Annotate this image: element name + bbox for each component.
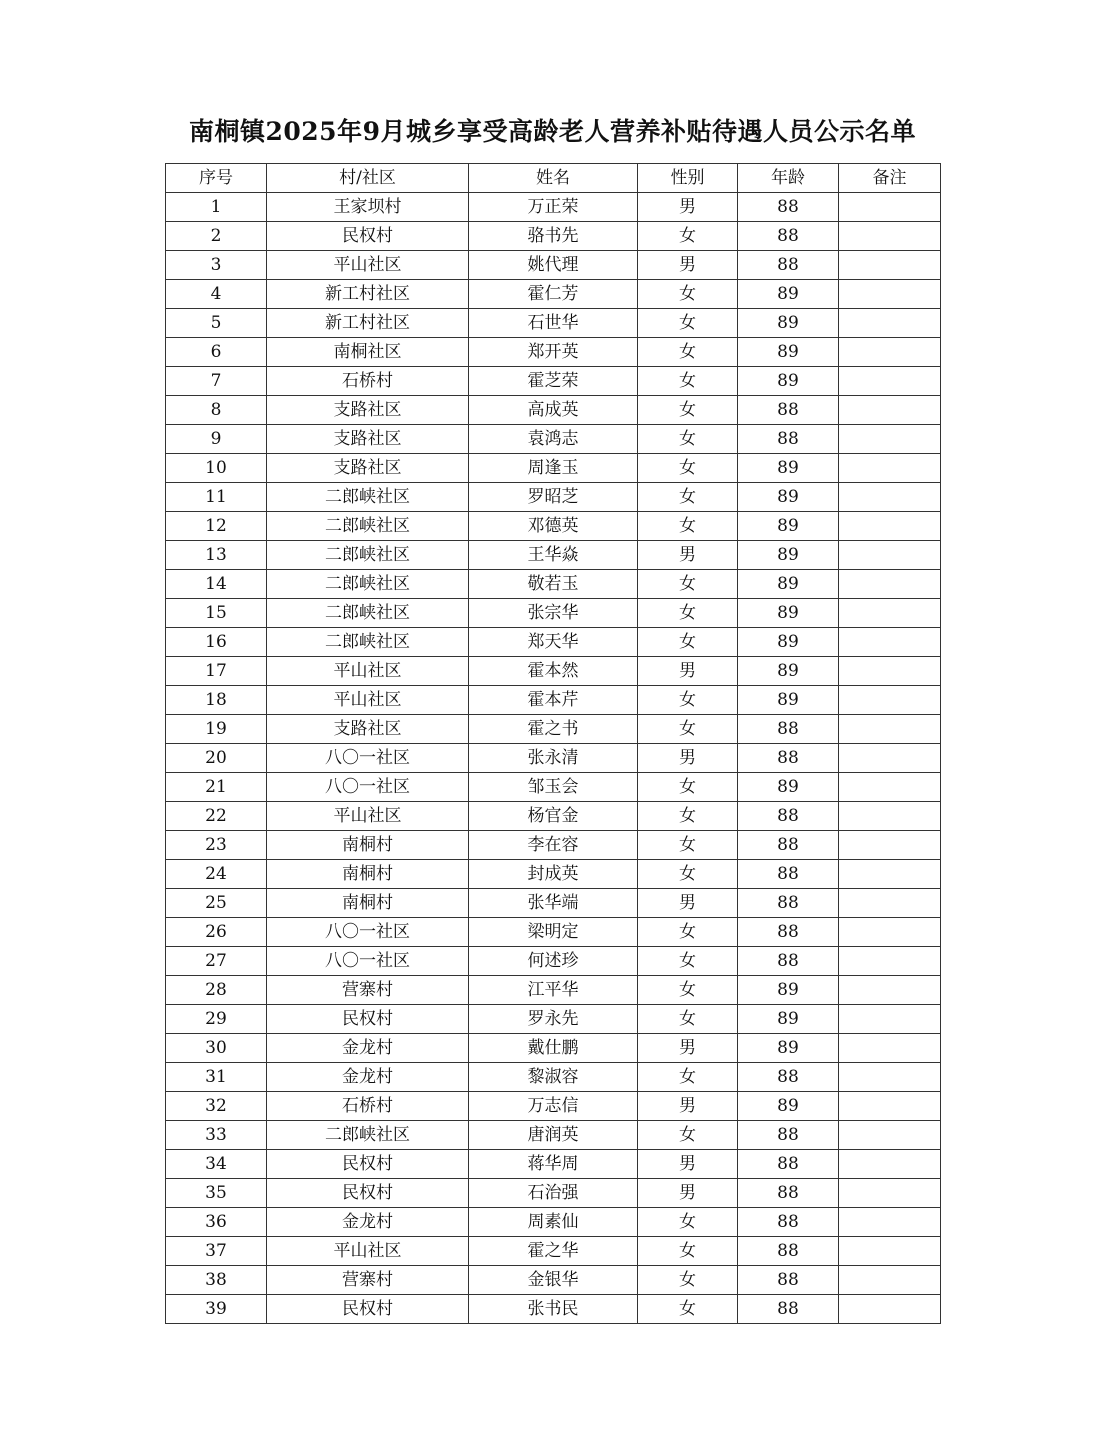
cell-age: 89 [738, 773, 839, 802]
cell-name: 罗昭芝 [469, 483, 638, 512]
cell-village: 支路社区 [267, 454, 469, 483]
cell-gender: 女 [638, 831, 738, 860]
cell-seq: 22 [166, 802, 267, 831]
table-row [166, 367, 941, 396]
cell-gender: 女 [638, 1005, 738, 1034]
cell-age: 89 [738, 686, 839, 715]
cell-age: 88 [738, 251, 839, 280]
table-row [166, 309, 941, 338]
cell-age: 88 [738, 715, 839, 744]
cell-seq: 29 [166, 1005, 267, 1034]
cell-age: 88 [738, 425, 839, 454]
cell-remark [839, 1063, 941, 1092]
cell-remark [839, 1121, 941, 1150]
cell-seq: 34 [166, 1150, 267, 1179]
cell-gender: 女 [638, 918, 738, 947]
cell-age: 89 [738, 657, 839, 686]
table-row [166, 338, 941, 367]
cell-remark [839, 599, 941, 628]
cell-remark [839, 918, 941, 947]
header-name: 姓名 [469, 164, 638, 193]
table-row [166, 1295, 941, 1324]
cell-age: 88 [738, 831, 839, 860]
cell-seq: 13 [166, 541, 267, 570]
cell-gender: 女 [638, 976, 738, 1005]
cell-seq: 16 [166, 628, 267, 657]
table-row [166, 1092, 941, 1121]
cell-seq: 37 [166, 1237, 267, 1266]
cell-gender: 女 [638, 802, 738, 831]
header-age: 年龄 [738, 164, 839, 193]
cell-village: 石桥村 [267, 367, 469, 396]
cell-village: 营寨村 [267, 976, 469, 1005]
table-row [166, 831, 941, 860]
cell-village: 平山社区 [267, 686, 469, 715]
cell-name: 万志信 [469, 1092, 638, 1121]
cell-gender: 女 [638, 367, 738, 396]
cell-remark [839, 193, 941, 222]
cell-remark [839, 367, 941, 396]
cell-seq: 1 [166, 193, 267, 222]
cell-gender: 女 [638, 1237, 738, 1266]
cell-remark [839, 280, 941, 309]
cell-remark [839, 947, 941, 976]
table-body [166, 193, 941, 1324]
cell-gender: 女 [638, 338, 738, 367]
cell-village: 八〇一社区 [267, 744, 469, 773]
cell-village: 平山社区 [267, 657, 469, 686]
cell-seq: 35 [166, 1179, 267, 1208]
cell-name: 杨官金 [469, 802, 638, 831]
cell-name: 石世华 [469, 309, 638, 338]
table-row [166, 280, 941, 309]
cell-village: 民权村 [267, 1179, 469, 1208]
cell-age: 88 [738, 1179, 839, 1208]
table-row [166, 193, 941, 222]
cell-name: 张宗华 [469, 599, 638, 628]
cell-village: 二郎峡社区 [267, 512, 469, 541]
cell-gender: 男 [638, 744, 738, 773]
cell-remark [839, 1092, 941, 1121]
table-row [166, 889, 941, 918]
table-row [166, 512, 941, 541]
header-remark: 备注 [839, 164, 941, 193]
cell-name: 周逢玉 [469, 454, 638, 483]
table-row [166, 541, 941, 570]
cell-remark [839, 744, 941, 773]
cell-name: 封成英 [469, 860, 638, 889]
cell-village: 八〇一社区 [267, 947, 469, 976]
cell-age: 88 [738, 1208, 839, 1237]
cell-remark [839, 860, 941, 889]
cell-seq: 8 [166, 396, 267, 425]
table-row [166, 744, 941, 773]
table-row [166, 1063, 941, 1092]
cell-seq: 24 [166, 860, 267, 889]
cell-gender: 女 [638, 1121, 738, 1150]
cell-village: 南桐村 [267, 889, 469, 918]
cell-age: 89 [738, 483, 839, 512]
cell-gender: 男 [638, 251, 738, 280]
cell-seq: 32 [166, 1092, 267, 1121]
cell-seq: 21 [166, 773, 267, 802]
cell-remark [839, 831, 941, 860]
cell-seq: 36 [166, 1208, 267, 1237]
cell-remark [839, 483, 941, 512]
cell-seq: 15 [166, 599, 267, 628]
cell-gender: 女 [638, 309, 738, 338]
table-row [166, 1034, 941, 1063]
cell-seq: 14 [166, 570, 267, 599]
cell-gender: 男 [638, 1092, 738, 1121]
cell-gender: 男 [638, 1150, 738, 1179]
header-gender: 性别 [638, 164, 738, 193]
cell-village: 平山社区 [267, 1237, 469, 1266]
cell-age: 88 [738, 947, 839, 976]
cell-village: 二郎峡社区 [267, 599, 469, 628]
cell-remark [839, 309, 941, 338]
cell-seq: 27 [166, 947, 267, 976]
table-row [166, 657, 941, 686]
cell-seq: 3 [166, 251, 267, 280]
cell-name: 邹玉会 [469, 773, 638, 802]
cell-seq: 9 [166, 425, 267, 454]
cell-seq: 4 [166, 280, 267, 309]
cell-name: 金银华 [469, 1266, 638, 1295]
cell-name: 霍本然 [469, 657, 638, 686]
cell-age: 89 [738, 280, 839, 309]
cell-remark [839, 1150, 941, 1179]
cell-remark [839, 976, 941, 1005]
cell-age: 89 [738, 309, 839, 338]
cell-seq: 20 [166, 744, 267, 773]
table-row [166, 918, 941, 947]
cell-gender: 女 [638, 483, 738, 512]
cell-gender: 男 [638, 1179, 738, 1208]
cell-name: 霍芝荣 [469, 367, 638, 396]
cell-remark [839, 570, 941, 599]
cell-name: 周素仙 [469, 1208, 638, 1237]
cell-name: 何述珍 [469, 947, 638, 976]
cell-seq: 11 [166, 483, 267, 512]
cell-age: 88 [738, 1295, 839, 1324]
cell-village: 支路社区 [267, 396, 469, 425]
cell-seq: 12 [166, 512, 267, 541]
cell-age: 88 [738, 889, 839, 918]
cell-age: 89 [738, 512, 839, 541]
cell-seq: 28 [166, 976, 267, 1005]
cell-seq: 18 [166, 686, 267, 715]
cell-age: 89 [738, 1005, 839, 1034]
cell-village: 支路社区 [267, 715, 469, 744]
cell-village: 支路社区 [267, 425, 469, 454]
cell-village: 金龙村 [267, 1034, 469, 1063]
cell-village: 八〇一社区 [267, 773, 469, 802]
cell-remark [839, 1179, 941, 1208]
table-row [166, 1266, 941, 1295]
cell-name: 骆书先 [469, 222, 638, 251]
cell-remark [839, 251, 941, 280]
header-seq: 序号 [166, 164, 267, 193]
subsidy-roster-table [165, 163, 941, 1324]
cell-age: 89 [738, 976, 839, 1005]
cell-remark [839, 338, 941, 367]
cell-village: 王家坝村 [267, 193, 469, 222]
table-row [166, 1005, 941, 1034]
cell-remark [839, 454, 941, 483]
cell-gender: 女 [638, 512, 738, 541]
cell-gender: 女 [638, 1208, 738, 1237]
table-row [166, 1121, 941, 1150]
cell-gender: 女 [638, 280, 738, 309]
cell-remark [839, 1266, 941, 1295]
table-row [166, 773, 941, 802]
cell-village: 平山社区 [267, 251, 469, 280]
table-row [166, 222, 941, 251]
cell-seq: 31 [166, 1063, 267, 1092]
cell-name: 霍仁芳 [469, 280, 638, 309]
cell-age: 89 [738, 454, 839, 483]
cell-remark [839, 889, 941, 918]
cell-seq: 39 [166, 1295, 267, 1324]
cell-remark [839, 1295, 941, 1324]
cell-age: 88 [738, 1237, 839, 1266]
cell-village: 石桥村 [267, 1092, 469, 1121]
cell-age: 89 [738, 338, 839, 367]
table-row [166, 425, 941, 454]
cell-name: 郑开英 [469, 338, 638, 367]
cell-gender: 女 [638, 1063, 738, 1092]
cell-age: 89 [738, 1034, 839, 1063]
cell-seq: 5 [166, 309, 267, 338]
cell-remark [839, 425, 941, 454]
cell-age: 88 [738, 222, 839, 251]
cell-gender: 女 [638, 1295, 738, 1324]
table-row [166, 570, 941, 599]
cell-name: 张永清 [469, 744, 638, 773]
cell-age: 88 [738, 744, 839, 773]
cell-gender: 女 [638, 947, 738, 976]
cell-remark [839, 541, 941, 570]
cell-name: 江平华 [469, 976, 638, 1005]
cell-gender: 女 [638, 396, 738, 425]
cell-seq: 30 [166, 1034, 267, 1063]
cell-name: 唐润英 [469, 1121, 638, 1150]
table-row [166, 860, 941, 889]
cell-age: 89 [738, 367, 839, 396]
cell-village: 民权村 [267, 1295, 469, 1324]
table-row [166, 1150, 941, 1179]
cell-seq: 25 [166, 889, 267, 918]
cell-gender: 女 [638, 222, 738, 251]
cell-seq: 2 [166, 222, 267, 251]
cell-seq: 26 [166, 918, 267, 947]
table-row [166, 396, 941, 425]
cell-name: 张华端 [469, 889, 638, 918]
cell-name: 袁鸿志 [469, 425, 638, 454]
cell-seq: 33 [166, 1121, 267, 1150]
cell-remark [839, 1208, 941, 1237]
cell-name: 石治强 [469, 1179, 638, 1208]
table-row [166, 947, 941, 976]
cell-name: 高成英 [469, 396, 638, 425]
cell-seq: 38 [166, 1266, 267, 1295]
cell-age: 88 [738, 1150, 839, 1179]
cell-age: 88 [738, 918, 839, 947]
cell-remark [839, 512, 941, 541]
cell-village: 二郎峡社区 [267, 628, 469, 657]
cell-village: 金龙村 [267, 1208, 469, 1237]
cell-gender: 男 [638, 541, 738, 570]
table-row [166, 715, 941, 744]
cell-name: 郑天华 [469, 628, 638, 657]
cell-gender: 女 [638, 860, 738, 889]
cell-village: 新工村社区 [267, 309, 469, 338]
cell-seq: 6 [166, 338, 267, 367]
cell-seq: 17 [166, 657, 267, 686]
cell-age: 88 [738, 802, 839, 831]
table-row [166, 1237, 941, 1266]
cell-village: 二郎峡社区 [267, 1121, 469, 1150]
cell-name: 蒋华周 [469, 1150, 638, 1179]
cell-seq: 23 [166, 831, 267, 860]
cell-gender: 女 [638, 715, 738, 744]
cell-village: 民权村 [267, 222, 469, 251]
cell-remark [839, 222, 941, 251]
page-title: 南桐镇2025年9月城乡享受高龄老人营养补贴待遇人员公示名单 [189, 117, 916, 146]
cell-gender: 女 [638, 599, 738, 628]
cell-age: 88 [738, 1121, 839, 1150]
cell-village: 南桐社区 [267, 338, 469, 367]
table-row [166, 686, 941, 715]
table-row [166, 599, 941, 628]
cell-seq: 19 [166, 715, 267, 744]
cell-name: 王华焱 [469, 541, 638, 570]
cell-name: 黎淑容 [469, 1063, 638, 1092]
cell-age: 89 [738, 541, 839, 570]
cell-name: 霍之华 [469, 1237, 638, 1266]
cell-gender: 女 [638, 686, 738, 715]
cell-age: 88 [738, 193, 839, 222]
cell-name: 李在容 [469, 831, 638, 860]
cell-name: 霍之书 [469, 715, 638, 744]
cell-name: 霍本芹 [469, 686, 638, 715]
cell-village: 二郎峡社区 [267, 541, 469, 570]
cell-gender: 女 [638, 425, 738, 454]
cell-village: 平山社区 [267, 802, 469, 831]
header-row [166, 164, 941, 193]
cell-remark [839, 1237, 941, 1266]
cell-age: 88 [738, 1063, 839, 1092]
cell-seq: 7 [166, 367, 267, 396]
cell-gender: 女 [638, 1266, 738, 1295]
cell-village: 二郎峡社区 [267, 570, 469, 599]
cell-remark [839, 802, 941, 831]
cell-seq: 10 [166, 454, 267, 483]
header-village: 村/社区 [267, 164, 469, 193]
cell-name: 戴仕鹏 [469, 1034, 638, 1063]
table-row [166, 976, 941, 1005]
cell-gender: 女 [638, 454, 738, 483]
table-row [166, 483, 941, 512]
cell-age: 89 [738, 1092, 839, 1121]
cell-remark [839, 396, 941, 425]
cell-age: 89 [738, 628, 839, 657]
cell-name: 邓德英 [469, 512, 638, 541]
table-row [166, 628, 941, 657]
cell-village: 新工村社区 [267, 280, 469, 309]
table-row [166, 251, 941, 280]
cell-remark [839, 686, 941, 715]
cell-village: 民权村 [267, 1150, 469, 1179]
cell-age: 88 [738, 860, 839, 889]
cell-name: 万正荣 [469, 193, 638, 222]
cell-name: 罗永先 [469, 1005, 638, 1034]
table-row [166, 802, 941, 831]
cell-village: 二郎峡社区 [267, 483, 469, 512]
table-row [166, 1208, 941, 1237]
cell-age: 88 [738, 1266, 839, 1295]
cell-village: 南桐村 [267, 860, 469, 889]
cell-gender: 男 [638, 1034, 738, 1063]
cell-remark [839, 1034, 941, 1063]
cell-gender: 女 [638, 628, 738, 657]
cell-name: 张书民 [469, 1295, 638, 1324]
cell-village: 八〇一社区 [267, 918, 469, 947]
cell-remark [839, 628, 941, 657]
table-row [166, 1179, 941, 1208]
cell-age: 88 [738, 396, 839, 425]
table-row [166, 454, 941, 483]
cell-name: 敬若玉 [469, 570, 638, 599]
cell-gender: 女 [638, 570, 738, 599]
cell-name: 姚代理 [469, 251, 638, 280]
cell-remark [839, 715, 941, 744]
cell-village: 金龙村 [267, 1063, 469, 1092]
cell-age: 89 [738, 570, 839, 599]
cell-gender: 男 [638, 657, 738, 686]
cell-village: 民权村 [267, 1005, 469, 1034]
cell-remark [839, 657, 941, 686]
cell-gender: 男 [638, 889, 738, 918]
cell-name: 梁明定 [469, 918, 638, 947]
cell-remark [839, 1005, 941, 1034]
cell-age: 89 [738, 599, 839, 628]
cell-gender: 男 [638, 193, 738, 222]
cell-gender: 女 [638, 773, 738, 802]
cell-remark [839, 773, 941, 802]
cell-village: 营寨村 [267, 1266, 469, 1295]
cell-village: 南桐村 [267, 831, 469, 860]
